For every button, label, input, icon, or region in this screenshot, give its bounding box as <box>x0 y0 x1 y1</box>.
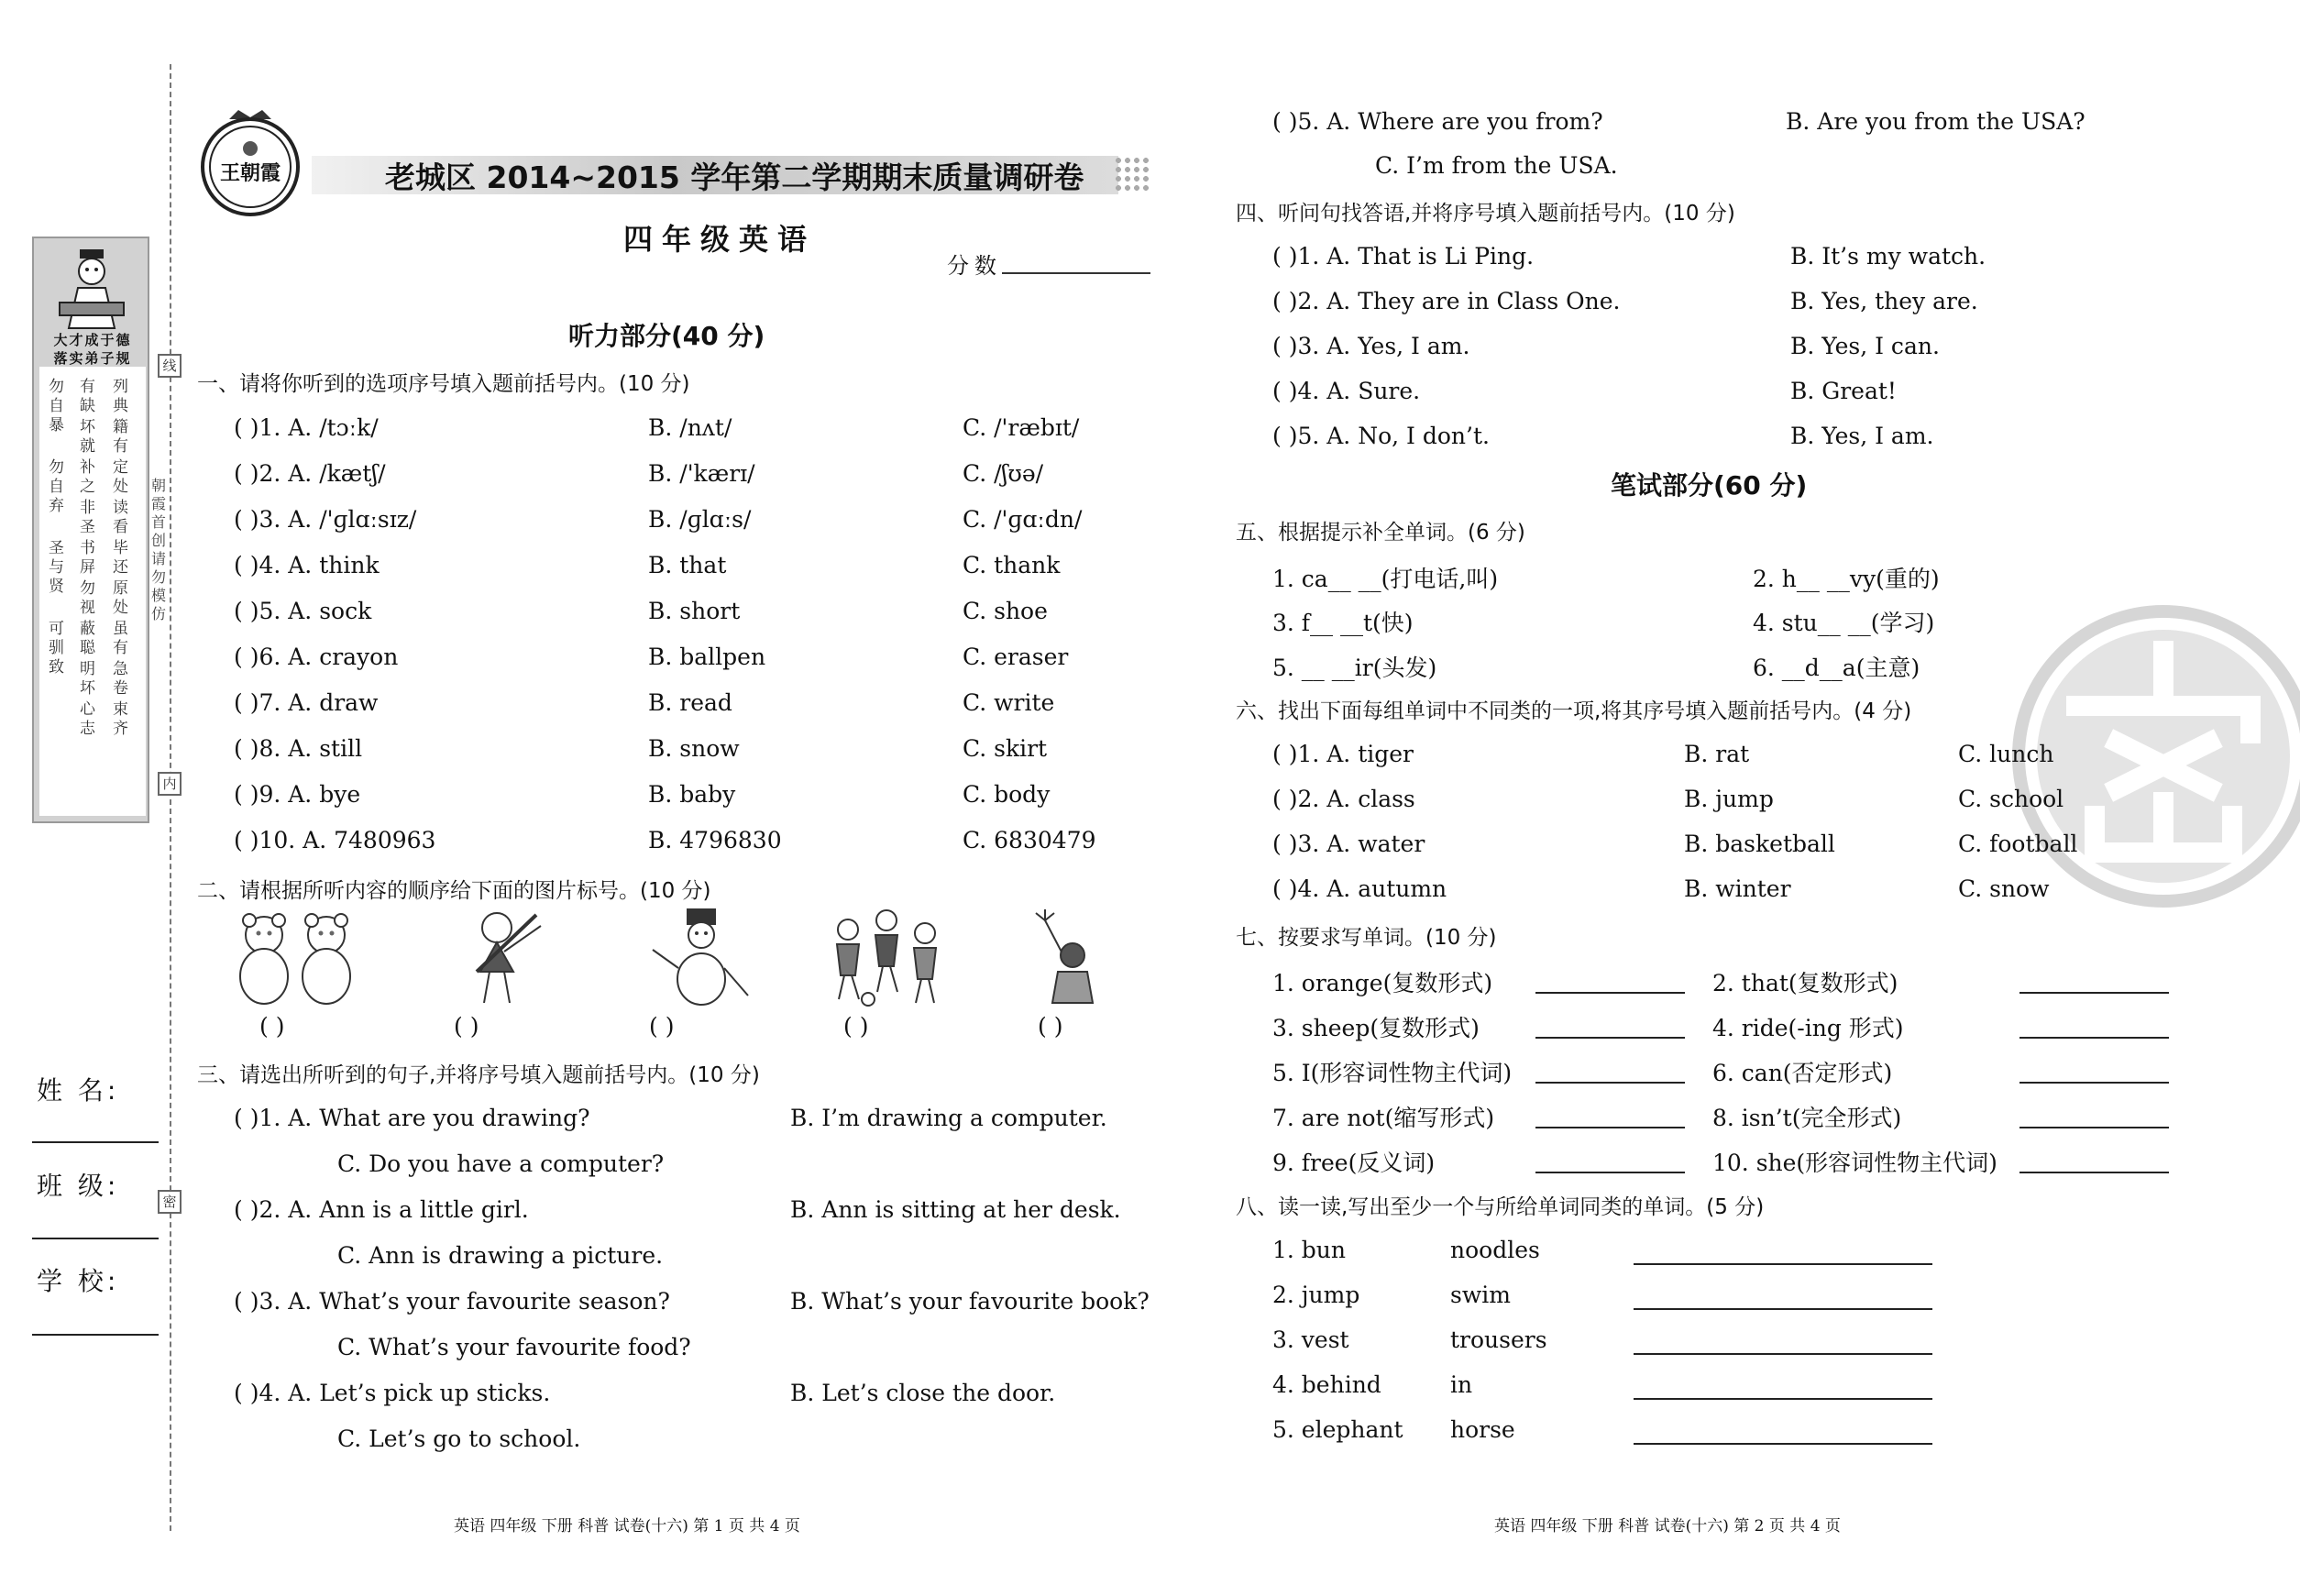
motto-body <box>39 367 146 816</box>
q4-heading: 四、听问句找答语,并将序号填入题前括号内。(10 分) <box>1236 202 1735 226</box>
q3-item-3-option-a[interactable]: ( )3. A. What’s your favourite season? <box>234 1288 670 1315</box>
picture-answer-bracket[interactable]: ( ) <box>843 1013 869 1040</box>
q3-item-2-option-b: B. Ann is sitting at her desk. <box>790 1196 1121 1223</box>
q1-item-10-option-b: B. 4796830 <box>648 827 782 853</box>
q3-item-4-option-c: C. Let’s go to school. <box>337 1425 581 1452</box>
q1-heading: 一、请将你听到的选项序号填入题前括号内。(10 分) <box>197 372 690 396</box>
q1-item-3-option-b: B. /ɡlɑːs/ <box>648 506 752 533</box>
q1-item-4-option-b: B. that <box>648 552 727 578</box>
q1-item-8-option-c: C. skirt <box>963 735 1048 762</box>
q3-item-4-option-a[interactable]: ( )4. A. Let’s pick up sticks. <box>234 1380 551 1406</box>
school-label: 学 校: <box>37 1266 120 1296</box>
q1-item-7-option-a[interactable]: ( )7. A. draw <box>234 689 379 716</box>
motto-col: 毕还 <box>113 539 128 577</box>
class-label: 班 级: <box>37 1171 120 1201</box>
q7-item-6: 6. can(否定形式) <box>1712 1060 1893 1086</box>
name-field[interactable] <box>32 1141 159 1143</box>
publisher-logo-icon <box>193 108 308 218</box>
q1-item-9-option-b: B. baby <box>648 781 736 808</box>
q7-item-2: 2. that(复数形式) <box>1712 970 1898 996</box>
q7-item-1: 1. orange(复数形式) <box>1272 970 1493 996</box>
motto-col: 圣与贤 <box>49 539 64 596</box>
q4-item-2-option-a[interactable]: ( )2. A. They are in Class One. <box>1272 288 1621 314</box>
motto-col: 心志 <box>80 700 95 738</box>
motto-col: 勿自暴 <box>49 378 64 435</box>
q8-item-2-word-b: swim <box>1450 1282 1511 1308</box>
q3-heading: 三、请选出所听到的句子,并将序号填入题前括号内。(10 分) <box>197 1063 760 1087</box>
q1-item-6-option-c: C. eraser <box>963 644 1069 670</box>
q1-item-5-option-a[interactable]: ( )5. A. sock <box>234 598 372 624</box>
q1-item-5-option-b: B. short <box>648 598 741 624</box>
q5-item: 1. ca__ __(打电话,叫) <box>1272 566 1499 592</box>
picture-answer-bracket[interactable]: ( ) <box>454 1013 479 1040</box>
q1-item-2-option-b: B. /'kærɪ/ <box>648 460 755 487</box>
q7-answer-blank-8[interactable] <box>2019 1127 2169 1128</box>
q1-item-7-option-c: C. write <box>963 689 1055 716</box>
q3-5-option-a: ( )5. A. Where are you from? <box>1272 108 1603 135</box>
motto-col: 非圣 <box>80 499 95 536</box>
bears-picture <box>227 908 365 1008</box>
q6-item-2-option-c: C. school <box>1958 786 2064 812</box>
q4-item-1-option-b: B. It’s my watch. <box>1790 243 1986 270</box>
q8-answer-blank-5[interactable] <box>1634 1443 1932 1445</box>
class-field[interactable] <box>32 1238 159 1239</box>
q7-answer-blank-10[interactable] <box>2019 1172 2169 1173</box>
motto-col: 有缺 <box>80 378 95 415</box>
q7-heading: 七、按要求写单词。(10 分) <box>1236 926 1497 950</box>
q7-answer-blank-5[interactable] <box>1535 1082 1685 1084</box>
motto-col: 明坏 <box>80 660 95 698</box>
q1-item-2-option-a[interactable]: ( )2. A. /kætʃ/ <box>234 460 386 487</box>
q6-item-1-option-c: C. lunch <box>1958 741 2054 767</box>
motto-col: 勿视 <box>80 579 95 617</box>
q1-item-7-option-b: B. read <box>648 689 732 716</box>
cut-mark-mi: 密 <box>158 1190 182 1214</box>
q7-item-8: 8. isn’t(完全形式) <box>1712 1105 1902 1131</box>
q3-item-3-option-b: B. What’s your favourite book? <box>790 1288 1150 1315</box>
motto-line-2: 落实弟子规 <box>53 350 132 367</box>
cut-line <box>170 64 171 1531</box>
q8-item-1-word-a: 1. bun <box>1272 1237 1347 1263</box>
q3-item-3-option-c: C. What’s your favourite food? <box>337 1334 691 1360</box>
q1-item-4-option-c: C. thank <box>963 552 1061 578</box>
exam-title: 老城区 2014~2015 学年第二学期期末质量调研卷 <box>385 160 1084 195</box>
q8-answer-blank-1[interactable] <box>1634 1263 1932 1265</box>
q2-heading: 二、请根据所听内容的顺序给下面的图片标号。(10 分) <box>197 879 711 903</box>
q3-item-2-option-a[interactable]: ( )2. A. Ann is a little girl. <box>234 1196 529 1223</box>
motto-col: 可驯致 <box>49 620 64 677</box>
page-footer-2: 英语 四年级 下册 科普 试卷(十六) 第 2 页 共 4 页 <box>1494 1517 1841 1535</box>
q6-item-2-option-a[interactable]: ( )2. A. class <box>1272 786 1415 812</box>
q8-item-3-word-a: 3. vest <box>1272 1326 1349 1353</box>
q6-item-4-option-a[interactable]: ( )4. A. autumn <box>1272 875 1447 902</box>
q6-item-1-option-a[interactable]: ( )1. A. tiger <box>1272 741 1414 767</box>
q6-item-4-option-c: C. snow <box>1958 875 2050 902</box>
q7-item-3: 3. sheep(复数形式) <box>1272 1015 1480 1041</box>
q8-answer-blank-2[interactable] <box>1634 1308 1932 1310</box>
q7-answer-blank-2[interactable] <box>2019 992 2169 994</box>
q8-item-5-word-b: horse <box>1450 1416 1515 1443</box>
q4-item-5-option-a[interactable]: ( )5. A. No, I don’t. <box>1272 423 1490 449</box>
q7-item-9: 9. free(反义词) <box>1272 1150 1436 1176</box>
school-field[interactable] <box>32 1334 159 1336</box>
q1-item-8-option-a[interactable]: ( )8. A. still <box>234 735 363 762</box>
q4-item-3-option-a[interactable]: ( )3. A. Yes, I am. <box>1272 333 1470 359</box>
scholar-icon <box>50 248 133 330</box>
q4-item-3-option-b: B. Yes, I can. <box>1790 333 1940 359</box>
q4-item-2-option-b: B. Yes, they are. <box>1790 288 1978 314</box>
girl-with-stick-picture <box>440 908 578 1008</box>
q8-item-3-word-b: trousers <box>1450 1326 1547 1353</box>
girl-fireworks-picture <box>1008 908 1146 1008</box>
q1-item-9-option-c: C. body <box>963 781 1051 808</box>
q1-item-1-option-a[interactable]: ( )1. A. /tɔːk/ <box>234 414 379 441</box>
motto-col: 书屏 <box>80 539 95 577</box>
q1-item-8-option-b: B. snow <box>648 735 740 762</box>
picture-answer-bracket[interactable]: ( ) <box>649 1013 675 1040</box>
picture-answer-bracket[interactable]: ( ) <box>259 1013 285 1040</box>
motto-col: 束齐 <box>113 700 128 738</box>
writing-section-title: 笔试部分(60 分) <box>1611 470 1808 501</box>
q7-item-10: 10. she(形容词性物主代词) <box>1712 1150 1997 1176</box>
q8-item-2-word-a: 2. jump <box>1272 1282 1360 1308</box>
q5-heading: 五、根据提示补全单词。(6 分) <box>1236 521 1525 545</box>
motto-panel <box>32 237 149 823</box>
q4-item-4-option-b: B. Great! <box>1790 378 1897 404</box>
q3-item-2-option-c: C. Ann is drawing a picture. <box>337 1242 664 1269</box>
motto-col: 蔽聪 <box>80 620 95 657</box>
q4-item-1-option-a[interactable]: ( )1. A. That is Li Ping. <box>1272 243 1535 270</box>
q1-item-4-option-a[interactable]: ( )4. A. think <box>234 552 380 578</box>
q7-answer-blank-3[interactable] <box>1535 1037 1685 1039</box>
q4-item-5-option-b: B. Yes, I am. <box>1790 423 1934 449</box>
q1-item-10-option-a[interactable]: ( )10. A. 7480963 <box>234 827 436 853</box>
q5-item: 6. __d__a(主意) <box>1753 655 1920 681</box>
q6-item-3-option-a[interactable]: ( )3. A. water <box>1272 831 1425 857</box>
q6-item-1-option-b: B. rat <box>1684 741 1750 767</box>
q5-item: 2. h__ __vy(重的) <box>1753 566 1940 592</box>
q8-answer-blank-4[interactable] <box>1634 1398 1932 1400</box>
svg-text:王朝霞: 王朝霞 <box>219 161 281 185</box>
title-decoration <box>1114 156 1150 194</box>
motto-col: 虽有 <box>113 620 128 657</box>
q1-item-1-option-b: B. /nʌt/ <box>648 414 732 441</box>
q7-item-7: 7. are not(缩写形式) <box>1272 1105 1495 1131</box>
q1-item-6-option-b: B. ballpen <box>648 644 766 670</box>
children-playing-picture <box>820 908 958 1008</box>
q1-item-3-option-a[interactable]: ( )3. A. /'ɡlɑːsɪz/ <box>234 506 417 533</box>
q3-item-1-option-c: C. Do you have a computer? <box>337 1150 665 1177</box>
motto-col: 列典 <box>113 378 128 415</box>
q3-item-4-option-b: B. Let’s close the door. <box>790 1380 1056 1406</box>
q7-answer-blank-7[interactable] <box>1535 1127 1685 1128</box>
q3-item-1-option-a[interactable]: ( )1. A. What are you drawing? <box>234 1105 590 1131</box>
motto-line-1: 大才成于德 <box>53 332 132 348</box>
motto-col: 定处 <box>113 458 128 496</box>
q8-answer-blank-3[interactable] <box>1634 1353 1932 1355</box>
motto-col: 籍有 <box>113 418 128 456</box>
q6-heading: 六、找出下面每组单词中不同类的一项,将其序号填入题前括号内。(4 分) <box>1236 699 1912 723</box>
listening-section-title: 听力部分(40 分) <box>568 321 765 351</box>
grade-title: 四年级英语 <box>623 222 817 257</box>
confidential-seal-icon <box>2012 605 2300 908</box>
q6-item-2-option-b: B. jump <box>1684 786 1774 812</box>
q3-5-option-c: C. I’m from the USA. <box>1375 152 1618 179</box>
motto-col: 补之 <box>80 458 95 496</box>
q8-item-4-word-b: in <box>1450 1371 1473 1398</box>
snowman-picture <box>633 908 770 1008</box>
score-label: 分数 <box>947 253 1002 279</box>
page-footer-1: 英语 四年级 下册 科普 试卷(十六) 第 1 页 共 4 页 <box>454 1517 800 1535</box>
q8-heading: 八、读一读,写出至少一个与所给单词同类的单词。(5 分) <box>1236 1195 1765 1219</box>
q6-item-3-option-c: C. football <box>1958 831 2078 857</box>
q1-item-1-option-c: C. /'ræbɪt/ <box>963 414 1080 441</box>
q8-item-1-word-b: noodles <box>1450 1237 1540 1263</box>
motto-col: 原处 <box>113 579 128 617</box>
q7-answer-blank-4[interactable] <box>2019 1037 2169 1039</box>
q7-item-4: 4. ride(-ing 形式) <box>1712 1015 1904 1041</box>
q7-item-5: 5. I(形容词性物主代词) <box>1272 1060 1513 1086</box>
q4-item-4-option-a[interactable]: ( )4. A. Sure. <box>1272 378 1421 404</box>
q1-item-10-option-c: C. 6830479 <box>963 827 1096 853</box>
q1-item-9-option-a[interactable]: ( )9. A. bye <box>234 781 361 808</box>
q1-item-2-option-c: C. /ʃʊə/ <box>963 460 1044 487</box>
q6-item-3-option-b: B. basketball <box>1684 831 1835 857</box>
motto-col: 读看 <box>113 499 128 536</box>
q1-item-6-option-a[interactable]: ( )6. A. crayon <box>234 644 399 670</box>
q7-answer-blank-1[interactable] <box>1535 992 1685 994</box>
q5-item: 3. f__ __t(快) <box>1272 610 1414 636</box>
q5-item: 4. stu__ __(学习) <box>1753 610 1935 636</box>
q5-item: 5. __ __ir(头发) <box>1272 655 1437 681</box>
q3-5-option-b: B. Are you from the USA? <box>1786 108 2085 135</box>
picture-answer-bracket[interactable]: ( ) <box>1038 1013 1063 1040</box>
name-label: 姓 名: <box>37 1075 120 1106</box>
q3-item-1-option-b: B. I’m drawing a computer. <box>790 1105 1107 1131</box>
q7-answer-blank-9[interactable] <box>1535 1172 1685 1173</box>
score-field[interactable] <box>1002 272 1150 274</box>
cut-mark-xian: 线 <box>158 354 182 378</box>
q1-item-5-option-c: C. shoe <box>963 598 1048 624</box>
motto-col: 急卷 <box>113 660 128 698</box>
q7-answer-blank-6[interactable] <box>2019 1082 2169 1084</box>
vertical-copyright-note: 朝 霞 首 创 请 勿 模 仿 <box>151 477 167 622</box>
motto-col: 坏就 <box>80 418 95 456</box>
cut-mark-nei: 内 <box>158 772 182 796</box>
motto-col: 勿自弃 <box>49 458 64 515</box>
q8-item-5-word-a: 5. elephant <box>1272 1416 1403 1443</box>
q8-item-4-word-a: 4. behind <box>1272 1371 1381 1398</box>
q6-item-4-option-b: B. winter <box>1684 875 1791 902</box>
q1-item-3-option-c: C. /'ɡɑːdn/ <box>963 506 1083 533</box>
